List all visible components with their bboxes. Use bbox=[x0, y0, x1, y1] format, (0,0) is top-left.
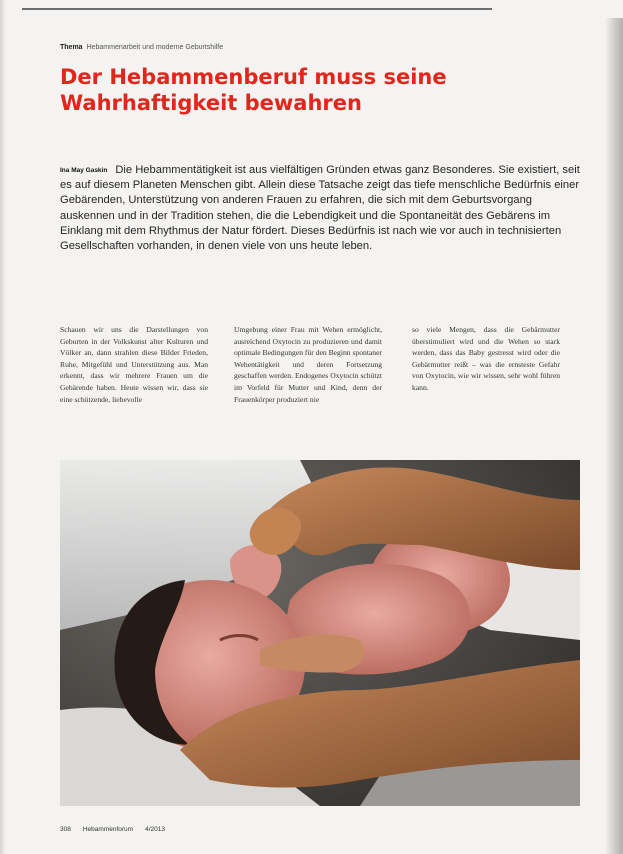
newborn-photo bbox=[60, 460, 580, 806]
article-title-line-1: Der Hebammenberuf muss seine bbox=[60, 65, 447, 89]
page-footer bbox=[60, 826, 177, 833]
article-title-line-2: Wahrhaftigkeit bewahren bbox=[60, 91, 362, 115]
top-rule bbox=[22, 8, 492, 10]
article-title bbox=[60, 64, 500, 116]
issue-number: 4/2013 bbox=[145, 826, 165, 833]
body-column-2: Umgebung einer Frau mit Wehen ermöglicht, ausreichend Oxytocin zu produzieren und damit optimale Bedingungen für den Beginn spontaner Wehentätigkeit und deren Fortsetzung geschaffen werden. Endogenes Oxytocin schützt im Vorfeld für Mutter und Kind, denn der Frauenkörper produziert nie bbox=[234, 325, 382, 404]
page-number: 308 bbox=[60, 826, 71, 833]
body-column-1: Schauen wir uns die Darstellungen von Geburten in der Volkskunst alter Kulturen und Völker an, dann strahlen diese Bilder Frieden, Ruhe, Mitgefühl und Unterstützung aus. Man erkennt, dass wir mehrere Frauen um die Gebärende haben. Heute wissen wir, dass sie eine schützende, liebevolle bbox=[60, 325, 208, 404]
body-column-3: so viele Mengen, dass die Gebärmutter überstimuliert wird und die Wehen so stark werden, dass das Baby gestresst wird oder die Gebärmutter reißt – was die ernsteste Gefahr von Oxytocin, wie wir wissen, sehr wohl führen kann. bbox=[412, 325, 560, 392]
rubric bbox=[60, 44, 223, 51]
article-lead bbox=[60, 163, 580, 254]
publication-name: Hebammenforum bbox=[82, 826, 134, 833]
rubric-text: Hebammenarbeit und moderne Geburtshilfe bbox=[86, 44, 224, 51]
newborn-photo-illustration bbox=[60, 460, 580, 806]
author-name: Ina May Gaskin bbox=[60, 167, 108, 174]
rubric-label: Thema bbox=[60, 44, 83, 51]
page-gutter-shadow bbox=[605, 18, 623, 854]
lead-text: Die Hebammentätigkeit ist aus vielfältigen Gründen etwas ganz Besonderes. Sie existiert, seit es auf diesem Planeten Menschen gibt. Allein diese Tatsache zeigt das tiefe menschliche Bedürfnis einer Gebärenden, Unterstützung von anderen Frauen zu erfahren, die sich mit dem Geburtsvorgang auskennen und in der Tradition stehen, die die Lebendigkeit und die Spontaneität des Gebärens im Einklang mit dem Rhythmus der Natur fördert. Dieses Bedürfnis ist nach wie vor auch in technisierten Gesellschaften vorhanden, in denen viele von uns heute leben. bbox=[60, 164, 580, 253]
page-left-edge bbox=[0, 0, 6, 854]
